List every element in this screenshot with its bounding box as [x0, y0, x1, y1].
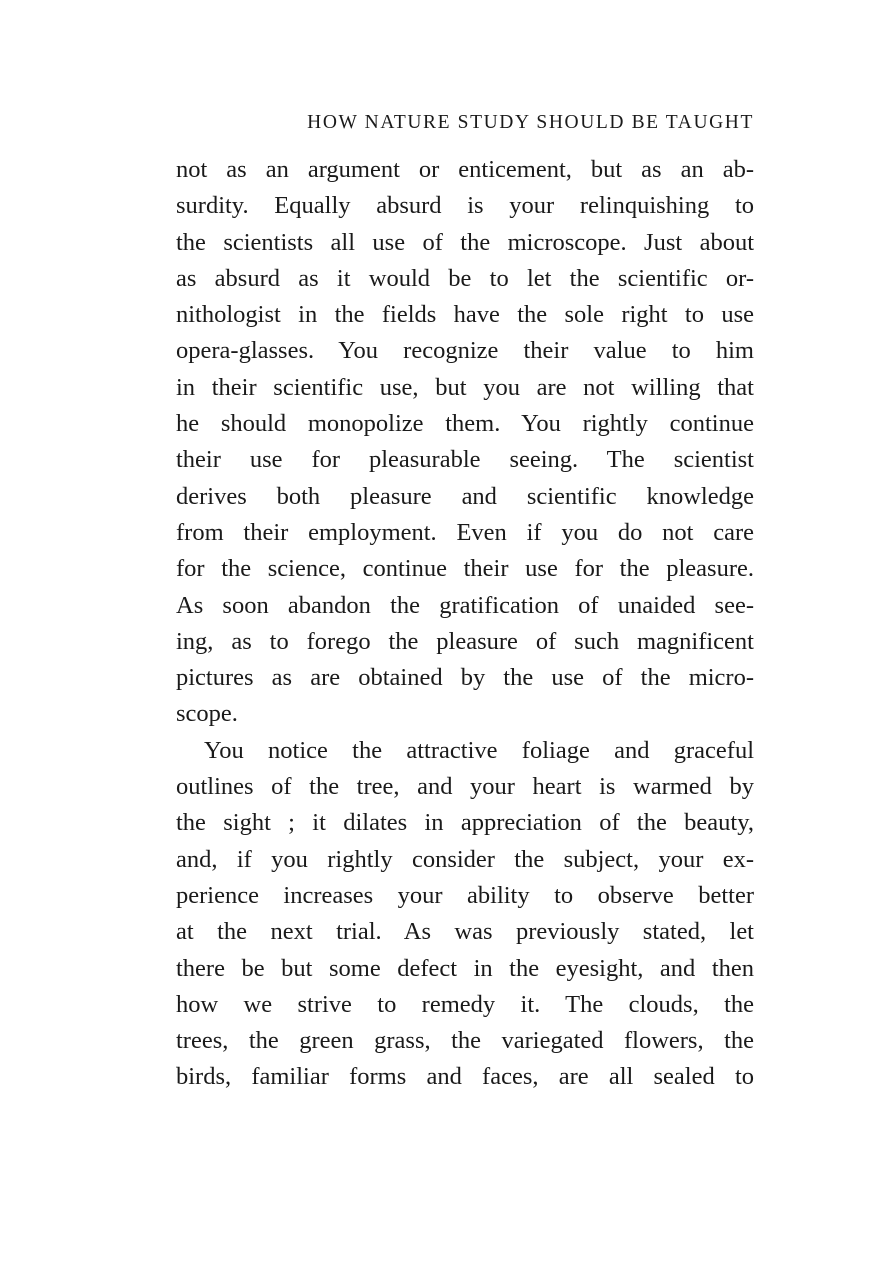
text-line: birds, familiar forms and faces, are all sealed to	[176, 1063, 754, 1091]
text-line: nithologist in the fields have the sole right to use	[176, 301, 754, 329]
body-text	[176, 152, 754, 1096]
text-line: for the science, continue their use for the pleasure.	[176, 555, 754, 583]
text-line: ing, as to forego the pleasure of such magnificent	[176, 627, 754, 655]
text-line: the sight ; it dilates in appreciation of the beauty,	[176, 809, 754, 837]
text-line: pictures as are obtained by the use of the micro-	[176, 664, 754, 692]
text-line: You notice the attractive foliage and graceful	[204, 736, 754, 764]
text-line: as absurd as it would be to let the scientific or-	[176, 264, 754, 292]
paragraph	[176, 152, 754, 733]
running-head: HOW NATURE STUDY SHOULD BE TAUGHT	[307, 112, 754, 133]
text-line: their use for pleasurable seeing. The scientist	[176, 446, 754, 474]
text-line: at the next trial. As was previously stated, let	[176, 918, 754, 946]
text-line: how we strive to remedy it. The clouds, the	[176, 990, 754, 1018]
text-line: in their scientific use, but you are not willing that	[176, 373, 754, 401]
text-line: derives both pleasure and scientific knowledge	[176, 482, 754, 510]
text-line: trees, the green grass, the variegated flowers, the	[176, 1027, 754, 1055]
paragraph	[176, 733, 754, 1096]
text-line: there be but some defect in the eyesight, and then	[176, 954, 754, 982]
text-line: outlines of the tree, and your heart is warmed by	[176, 773, 754, 801]
text-line: As soon abandon the gratification of unaided see-	[176, 591, 754, 619]
text-line: surdity. Equally absurd is your relinquishing to	[176, 192, 754, 220]
text-line: opera-glasses. You recognize their value to him	[176, 337, 754, 365]
text-line: and, if you rightly consider the subject, your ex-	[176, 845, 754, 873]
text-line: he should monopolize them. You rightly continue	[176, 410, 754, 438]
text-line: the scientists all use of the microscope. Just about	[176, 228, 754, 256]
text-line: not as an argument or enticement, but as an ab-	[176, 156, 754, 183]
text-line: perience increases your ability to observe better	[176, 881, 754, 909]
text-line: from their employment. Even if you do not care	[176, 518, 754, 546]
text-line: scope.	[176, 700, 238, 728]
